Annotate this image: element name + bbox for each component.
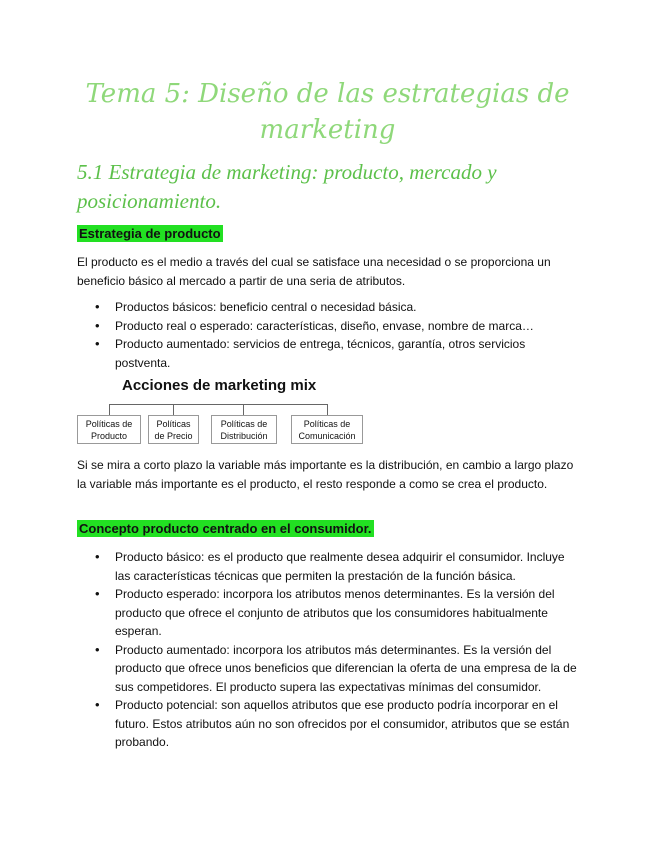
list-item: • Producto real o esperado: características, diseño, envase, nombre de marca… xyxy=(77,317,582,336)
section-heading-line-1: 5.1 Estrategia de marketing: producto, mercado y xyxy=(77,160,497,184)
diagram-title: Acciones de marketing mix xyxy=(122,377,317,394)
diagram-box-comunicacion: Políticas de Comunicación xyxy=(291,415,363,444)
estrategia-paragraph: El producto es el medio a través del cual se satisface una necesidad o se proporciona un beneficio básico al mercado a partir de una seria de atributos. xyxy=(77,255,551,288)
estrategia-heading: Estrategia de producto xyxy=(79,226,221,241)
list-item: • Producto esperado: incorpora los atributos menos determinantes. Es la versión del producto que ofrece el conjunto de atributos que los consumidores habitualmente esperan. xyxy=(77,585,582,641)
diagram-box-precio: Políticas de Precio xyxy=(148,415,199,444)
list-item: • Producto aumentado: servicios de entrega, técnicos, garantía, otros servicios postventa. xyxy=(77,335,582,372)
diagram-connector-horizontal xyxy=(109,404,327,405)
list-item: • Producto potencial: son aquellos atributos que ese producto podría incorporar en el futuro. Estos atributos aún no son ofrecidos por el consumidor, atributos que se están probando. xyxy=(77,696,582,752)
list-item: • Producto aumentado: incorpora los atributos más determinantes. Es la versión del producto que ofrece unos beneficios que diferencian la oferta de una empresa de la de sus competidores. El producto supera las expectativas mínimas del consumidor. xyxy=(77,641,582,697)
diagram-connector xyxy=(327,404,328,415)
list-item: • Productos básicos: beneficio central o necesidad básica. xyxy=(77,298,582,317)
diagram-box-distribucion: Políticas de Distribución xyxy=(211,415,277,444)
list-item: • Producto básico: es el producto que realmente desea adquirir el consumidor. Incluye las características técnicas que permiten la prestación de la función básica. xyxy=(77,548,582,585)
diagram-box-producto: Políticas de Producto xyxy=(77,415,141,444)
concepto-heading: Concepto producto centrado en el consumidor. xyxy=(79,521,372,536)
corto-largo-paragraph: Si se mira a corto plazo la variable más importante es la distribución, en cambio a largo plazo la variable más importante es el producto, el resto responde a como se crea el producto. xyxy=(77,458,574,491)
page-title-line-1: Tema 5: Diseño de las estrategias de xyxy=(85,79,570,109)
diagram-connector xyxy=(173,404,174,415)
diagram-connector xyxy=(243,404,244,415)
concepto-list xyxy=(77,548,582,752)
page-title-line-2: marketing xyxy=(259,115,396,145)
estrategia-list xyxy=(77,298,582,372)
section-heading-line-2: posicionamiento. xyxy=(77,189,222,213)
diagram-connector xyxy=(109,404,110,415)
